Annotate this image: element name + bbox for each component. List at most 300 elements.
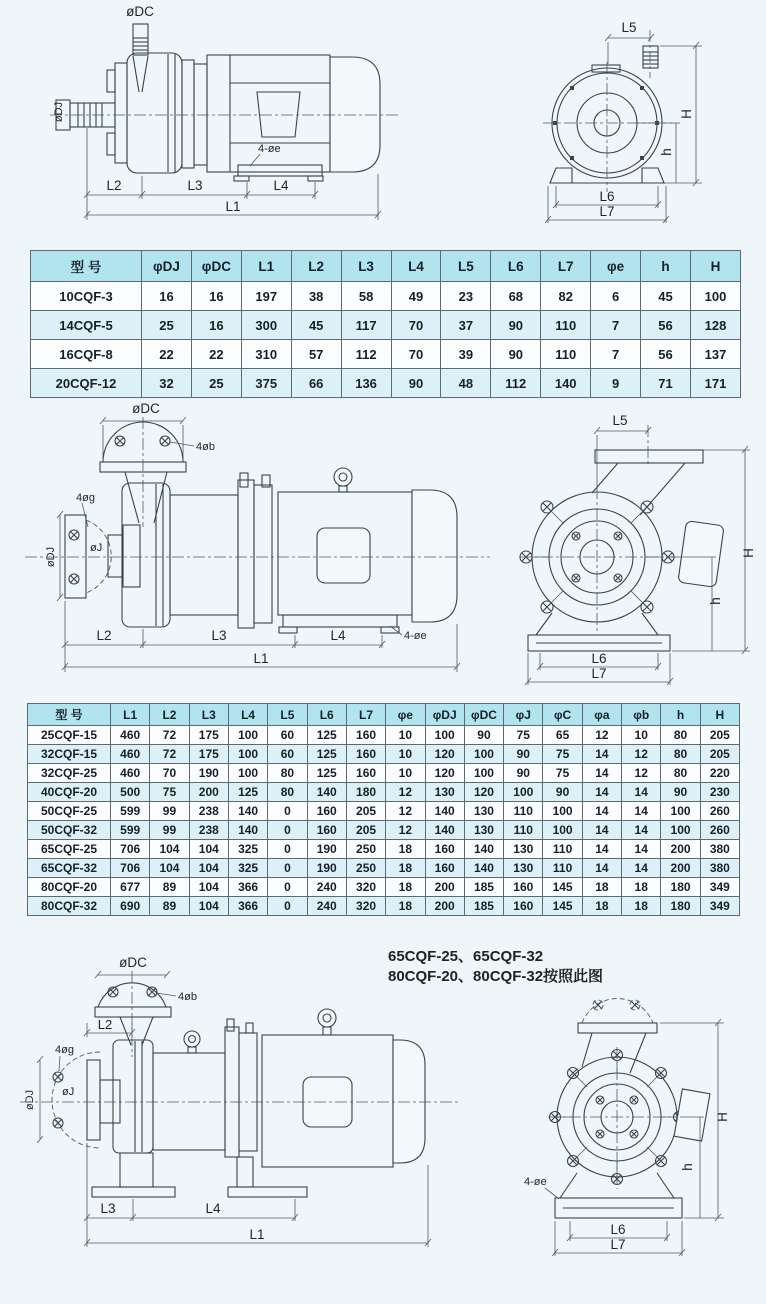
value-cell: 140	[425, 802, 464, 821]
value-cell: 0	[268, 878, 307, 897]
value-cell: 104	[189, 840, 228, 859]
dim-label-4g: 4øg	[76, 492, 95, 504]
value-cell: 18	[386, 878, 425, 897]
medium-pump-front-view	[520, 413, 756, 685]
dim-label-l2: L2	[106, 178, 122, 193]
value-cell: 145	[543, 897, 582, 916]
table-row	[28, 726, 740, 745]
value-cell: 320	[346, 878, 385, 897]
value-cell: 140	[228, 802, 267, 821]
value-cell: 240	[307, 878, 346, 897]
value-cell: 238	[189, 802, 228, 821]
value-cell: 366	[228, 878, 267, 897]
value-cell: 60	[268, 745, 307, 764]
value-cell: 125	[228, 783, 267, 802]
column-header: L1	[241, 251, 291, 282]
value-cell: 460	[111, 745, 150, 764]
value-cell: 125	[307, 726, 346, 745]
model-cell: 14CQF-5	[31, 311, 142, 340]
value-cell: 75	[543, 745, 582, 764]
drawing-large-pump	[0, 945, 766, 1304]
value-cell: 80	[661, 726, 700, 745]
value-cell: 16	[142, 282, 192, 311]
value-cell: 9	[591, 369, 641, 398]
value-cell: 260	[700, 802, 739, 821]
model-cell: 50CQF-32	[28, 821, 111, 840]
column-header: φDJ	[425, 704, 464, 726]
dim-label-h: h	[708, 597, 723, 605]
value-cell: 100	[228, 764, 267, 783]
value-cell: 110	[541, 340, 591, 369]
dim-label-l7: L7	[591, 666, 607, 681]
value-cell: 690	[111, 897, 150, 916]
value-cell: 260	[700, 821, 739, 840]
dim-label-4g: 4øg	[55, 1044, 74, 1056]
value-cell: 349	[700, 878, 739, 897]
value-cell: 140	[464, 840, 503, 859]
value-cell: 12	[386, 802, 425, 821]
table-row	[28, 859, 740, 878]
value-cell: 0	[268, 821, 307, 840]
value-cell: 136	[341, 369, 391, 398]
value-cell: 14	[622, 821, 661, 840]
value-cell: 6	[591, 282, 641, 311]
value-cell: 140	[228, 821, 267, 840]
dim-label-H: H	[715, 1112, 730, 1122]
value-cell: 80	[661, 745, 700, 764]
dim-label-H: H	[741, 548, 756, 558]
value-cell: 90	[504, 745, 543, 764]
value-cell: 140	[307, 783, 346, 802]
value-cell: 205	[700, 745, 739, 764]
value-cell: 10	[386, 726, 425, 745]
value-cell: 22	[142, 340, 192, 369]
value-cell: 160	[504, 897, 543, 916]
value-cell: 70	[150, 764, 189, 783]
value-cell: 160	[346, 726, 385, 745]
value-cell: 71	[641, 369, 691, 398]
dimension-table-small-pumps	[30, 250, 741, 398]
value-cell: 7	[591, 311, 641, 340]
model-cell: 20CQF-12	[31, 369, 142, 398]
value-cell: 72	[150, 745, 189, 764]
dim-label-l4: L4	[205, 1201, 221, 1216]
value-cell: 460	[111, 764, 150, 783]
table-row	[28, 897, 740, 916]
value-cell: 160	[346, 745, 385, 764]
value-cell: 599	[111, 821, 150, 840]
value-cell: 49	[391, 282, 441, 311]
value-cell: 45	[291, 311, 341, 340]
value-cell: 25	[142, 311, 192, 340]
value-cell: 200	[425, 878, 464, 897]
dim-label-l5: L5	[612, 413, 628, 428]
model-cell: 32CQF-25	[28, 764, 111, 783]
value-cell: 140	[425, 821, 464, 840]
column-header: φe	[591, 251, 641, 282]
value-cell: 100	[661, 821, 700, 840]
value-cell: 110	[543, 859, 582, 878]
dim-label-j: øJ	[62, 1086, 75, 1098]
value-cell: 599	[111, 802, 150, 821]
column-header: φDJ	[142, 251, 192, 282]
dim-label-dc: øDC	[126, 4, 154, 19]
dim-label-l1: L1	[225, 199, 241, 214]
dim-label-l2: L2	[97, 1017, 113, 1032]
value-cell: 90	[661, 783, 700, 802]
value-cell: 10	[386, 764, 425, 783]
value-cell: 14	[582, 859, 621, 878]
value-cell: 100	[425, 726, 464, 745]
column-header: φb	[622, 704, 661, 726]
value-cell: 16	[191, 282, 241, 311]
small-pump-front-view	[543, 20, 702, 223]
dim-label-4b: 4øb	[196, 441, 215, 453]
drawing-medium-pump	[0, 395, 766, 695]
value-cell: 230	[700, 783, 739, 802]
value-cell: 90	[491, 311, 541, 340]
value-cell: 110	[541, 311, 591, 340]
dim-label-4b: 4øb	[178, 991, 197, 1003]
value-cell: 325	[228, 859, 267, 878]
dim-label-l1: L1	[253, 651, 269, 666]
dim-label-l3: L3	[100, 1201, 116, 1216]
value-cell: 130	[464, 802, 503, 821]
value-cell: 104	[150, 840, 189, 859]
dim-label-4e: 4-øe	[524, 1176, 547, 1188]
value-cell: 66	[291, 369, 341, 398]
large-pump-side-view	[20, 955, 460, 1247]
caption-line-1: 65CQF-25、65CQF-32	[388, 948, 544, 965]
value-cell: 10	[622, 726, 661, 745]
value-cell: 14	[582, 764, 621, 783]
dim-label-j: øJ	[90, 542, 103, 554]
value-cell: 380	[700, 859, 739, 878]
value-cell: 100	[504, 783, 543, 802]
value-cell: 160	[346, 764, 385, 783]
dim-label-dc: øDC	[132, 401, 160, 416]
value-cell: 137	[690, 340, 740, 369]
dim-label-4e: 4-øe	[258, 143, 281, 155]
value-cell: 310	[241, 340, 291, 369]
value-cell: 100	[690, 282, 740, 311]
column-header: φa	[582, 704, 621, 726]
value-cell: 100	[464, 745, 503, 764]
column-header: L6	[307, 704, 346, 726]
dim-label-4e: 4-øe	[404, 630, 427, 642]
table-row	[31, 282, 741, 311]
value-cell: 0	[268, 859, 307, 878]
value-cell: 180	[346, 783, 385, 802]
value-cell: 180	[661, 897, 700, 916]
value-cell: 14	[622, 859, 661, 878]
value-cell: 104	[150, 859, 189, 878]
value-cell: 0	[268, 840, 307, 859]
value-cell: 70	[391, 340, 441, 369]
value-cell: 23	[441, 282, 491, 311]
column-header: L4	[228, 704, 267, 726]
value-cell: 325	[228, 840, 267, 859]
value-cell: 14	[622, 783, 661, 802]
value-cell: 99	[150, 802, 189, 821]
column-header: L3	[341, 251, 391, 282]
table-row	[31, 340, 741, 369]
value-cell: 130	[504, 859, 543, 878]
value-cell: 80	[268, 764, 307, 783]
dim-label-l4: L4	[330, 628, 346, 643]
value-cell: 18	[622, 897, 661, 916]
value-cell: 12	[622, 764, 661, 783]
value-cell: 238	[189, 821, 228, 840]
value-cell: 190	[307, 859, 346, 878]
value-cell: 110	[543, 840, 582, 859]
value-cell: 104	[189, 859, 228, 878]
value-cell: 58	[341, 282, 391, 311]
dim-label-h: h	[659, 148, 674, 156]
column-header: h	[661, 704, 700, 726]
value-cell: 320	[346, 897, 385, 916]
value-cell: 130	[504, 840, 543, 859]
value-cell: 10	[386, 745, 425, 764]
value-cell: 22	[191, 340, 241, 369]
value-cell: 60	[268, 726, 307, 745]
value-cell: 145	[543, 878, 582, 897]
column-header: L2	[291, 251, 341, 282]
value-cell: 706	[111, 840, 150, 859]
model-cell: 50CQF-25	[28, 802, 111, 821]
value-cell: 18	[622, 878, 661, 897]
value-cell: 205	[700, 726, 739, 745]
value-cell: 18	[582, 878, 621, 897]
dimension-table-large-pumps	[27, 703, 740, 916]
value-cell: 25	[191, 369, 241, 398]
value-cell: 68	[491, 282, 541, 311]
small-pump-side-view	[50, 4, 400, 220]
model-cell: 80CQF-20	[28, 878, 111, 897]
value-cell: 190	[189, 764, 228, 783]
drawing-small-pump	[0, 0, 766, 248]
value-cell: 200	[425, 897, 464, 916]
value-cell: 180	[661, 878, 700, 897]
value-cell: 112	[491, 369, 541, 398]
value-cell: 90	[543, 783, 582, 802]
value-cell: 125	[307, 764, 346, 783]
value-cell: 90	[391, 369, 441, 398]
value-cell: 205	[346, 821, 385, 840]
value-cell: 90	[491, 340, 541, 369]
value-cell: 100	[543, 802, 582, 821]
value-cell: 706	[111, 859, 150, 878]
value-cell: 128	[690, 311, 740, 340]
value-cell: 349	[700, 897, 739, 916]
value-cell: 39	[441, 340, 491, 369]
value-cell: 89	[150, 897, 189, 916]
value-cell: 120	[425, 764, 464, 783]
model-cell: 65CQF-32	[28, 859, 111, 878]
value-cell: 75	[150, 783, 189, 802]
value-cell: 80	[268, 783, 307, 802]
value-cell: 200	[661, 840, 700, 859]
dim-label-l6: L6	[610, 1222, 626, 1237]
value-cell: 99	[150, 821, 189, 840]
value-cell: 380	[700, 840, 739, 859]
value-cell: 300	[241, 311, 291, 340]
value-cell: 90	[504, 764, 543, 783]
value-cell: 100	[464, 764, 503, 783]
value-cell: 82	[541, 282, 591, 311]
value-cell: 14	[582, 783, 621, 802]
dim-label-dj: øDJ	[45, 546, 57, 568]
value-cell: 18	[386, 859, 425, 878]
column-header: H	[690, 251, 740, 282]
value-cell: 14	[582, 802, 621, 821]
value-cell: 677	[111, 878, 150, 897]
model-cell: 80CQF-32	[28, 897, 111, 916]
value-cell: 80	[661, 764, 700, 783]
table-row	[28, 821, 740, 840]
column-header: H	[700, 704, 739, 726]
value-cell: 16	[191, 311, 241, 340]
value-cell: 240	[307, 897, 346, 916]
caption-line-2: 80CQF-20、80CQF-32按照此图	[388, 968, 604, 985]
value-cell: 460	[111, 726, 150, 745]
table-row	[28, 764, 740, 783]
value-cell: 7	[591, 340, 641, 369]
value-cell: 12	[582, 726, 621, 745]
dim-label-dj: øDJ	[24, 1089, 36, 1111]
value-cell: 65	[543, 726, 582, 745]
value-cell: 90	[464, 726, 503, 745]
value-cell: 48	[441, 369, 491, 398]
value-cell: 14	[622, 802, 661, 821]
value-cell: 104	[189, 897, 228, 916]
medium-pump-side-view	[25, 401, 490, 672]
value-cell: 250	[346, 859, 385, 878]
table-row	[28, 802, 740, 821]
value-cell: 366	[228, 897, 267, 916]
dim-label-l3: L3	[187, 178, 203, 193]
value-cell: 18	[386, 897, 425, 916]
value-cell: 120	[464, 783, 503, 802]
value-cell: 160	[307, 821, 346, 840]
dim-label-l6: L6	[599, 189, 615, 204]
column-header: 型 号	[31, 251, 142, 282]
dim-label-l4: L4	[273, 178, 289, 193]
value-cell: 200	[661, 859, 700, 878]
value-cell: 205	[346, 802, 385, 821]
table-header-row	[28, 704, 740, 726]
value-cell: 70	[391, 311, 441, 340]
dim-label-l7: L7	[599, 204, 615, 219]
value-cell: 500	[111, 783, 150, 802]
value-cell: 12	[622, 745, 661, 764]
dim-label-dc: øDC	[119, 955, 147, 970]
table-header-row	[31, 251, 741, 282]
value-cell: 100	[543, 821, 582, 840]
value-cell: 100	[228, 726, 267, 745]
value-cell: 110	[504, 821, 543, 840]
value-cell: 200	[189, 783, 228, 802]
value-cell: 185	[464, 897, 503, 916]
value-cell: 12	[386, 821, 425, 840]
value-cell: 110	[504, 802, 543, 821]
value-cell: 140	[541, 369, 591, 398]
table-row	[31, 311, 741, 340]
model-cell: 40CQF-20	[28, 783, 111, 802]
table-row	[28, 878, 740, 897]
value-cell: 100	[661, 802, 700, 821]
value-cell: 0	[268, 802, 307, 821]
value-cell: 14	[582, 821, 621, 840]
column-header: φC	[543, 704, 582, 726]
value-cell: 0	[268, 897, 307, 916]
dim-label-dj: øDJ	[53, 101, 65, 123]
value-cell: 130	[425, 783, 464, 802]
value-cell: 160	[425, 859, 464, 878]
dim-label-l6: L6	[591, 651, 607, 666]
column-header: φDC	[191, 251, 241, 282]
column-header: L7	[541, 251, 591, 282]
model-cell: 10CQF-3	[31, 282, 142, 311]
value-cell: 112	[341, 340, 391, 369]
dim-label-l1: L1	[249, 1227, 265, 1242]
figure-caption	[388, 948, 603, 985]
model-cell: 65CQF-25	[28, 840, 111, 859]
value-cell: 32	[142, 369, 192, 398]
value-cell: 104	[189, 878, 228, 897]
value-cell: 117	[341, 311, 391, 340]
value-cell: 56	[641, 340, 691, 369]
value-cell: 160	[504, 878, 543, 897]
value-cell: 140	[464, 859, 503, 878]
value-cell: 175	[189, 745, 228, 764]
column-header: L5	[268, 704, 307, 726]
dim-label-H: H	[679, 109, 694, 119]
column-header: L5	[441, 251, 491, 282]
value-cell: 75	[504, 726, 543, 745]
dim-label-l3: L3	[211, 628, 227, 643]
table-row	[28, 840, 740, 859]
model-cell: 16CQF-8	[31, 340, 142, 369]
value-cell: 75	[543, 764, 582, 783]
value-cell: 125	[307, 745, 346, 764]
table-row	[28, 745, 740, 764]
dim-label-h: h	[680, 1163, 695, 1171]
value-cell: 197	[241, 282, 291, 311]
value-cell: 37	[441, 311, 491, 340]
value-cell: 45	[641, 282, 691, 311]
value-cell: 171	[690, 369, 740, 398]
column-header: φDC	[464, 704, 503, 726]
value-cell: 18	[582, 897, 621, 916]
table-row	[28, 783, 740, 802]
value-cell: 100	[228, 745, 267, 764]
column-header: L4	[391, 251, 441, 282]
column-header: h	[641, 251, 691, 282]
value-cell: 185	[464, 878, 503, 897]
value-cell: 89	[150, 878, 189, 897]
value-cell: 130	[464, 821, 503, 840]
model-cell: 32CQF-15	[28, 745, 111, 764]
value-cell: 160	[425, 840, 464, 859]
value-cell: 12	[386, 783, 425, 802]
column-header: L2	[150, 704, 189, 726]
value-cell: 14	[582, 745, 621, 764]
value-cell: 375	[241, 369, 291, 398]
column-header: L3	[189, 704, 228, 726]
value-cell: 56	[641, 311, 691, 340]
value-cell: 14	[582, 840, 621, 859]
